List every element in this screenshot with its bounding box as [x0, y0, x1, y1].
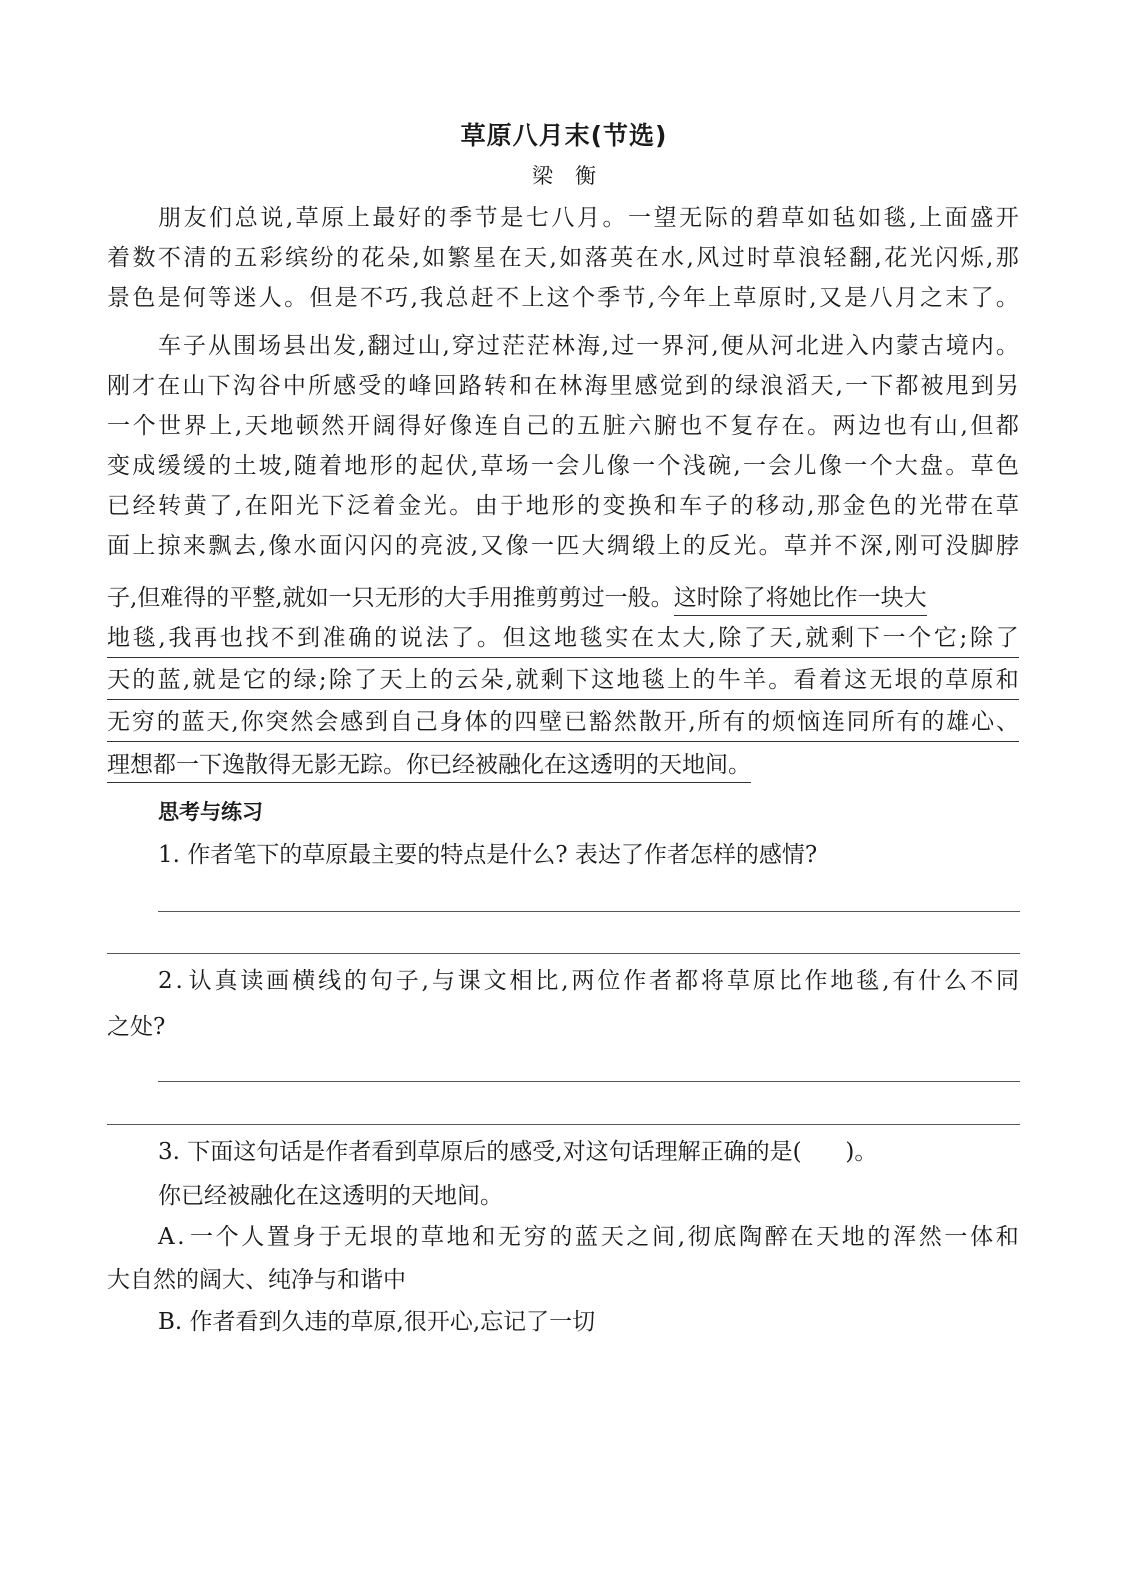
passage-plain-segment: 子,但难得的平整,就如一只无形的大手用推剪剪过一般。 — [107, 585, 674, 611]
option-a-line-1[interactable]: A . 一 个 人 置 身 于 无 垠 的 草 地 和 无 穷 的 蓝 天 之 间 , 彻 底 陶 醉 在 天 地 的 浑 然 一 体 和 — [158, 1224, 1019, 1250]
underlined-sentence-last — [107, 750, 751, 780]
underlined-sentence-end: 理想都一下逸散得无影无踪。你已经被融化在这透明的天地间。 — [107, 752, 751, 783]
question-2-line-2: 之处? — [107, 1014, 166, 1040]
option-b[interactable]: B. 作者看到久违的草原,很开心,忘记了一切 — [158, 1309, 596, 1335]
question-3: 3. 下面这句话是作者看到草原后的感受,对这句话理解正确的是( )。 — [158, 1139, 878, 1165]
passage-title: 草原八月末(节选) — [460, 121, 668, 150]
passage-line: 朋 友 们 总 说 , 草 原 上 最 好 的 季 节 是 七 八 月 。 一 望 无 际 的 碧 草 如 毡 如 毯 , 上 面 盛 开 — [158, 205, 1019, 231]
passage-line: 已 经 转 黄 了 , 在 阳 光 下 泛 着 金 光 。 由 于 地 形 的 变 换 和 车 子 的 移 动 , 那 金 色 的 光 带 在 草 — [107, 493, 1019, 519]
answer-line[interactable] — [107, 953, 1020, 954]
passage-line: 车 子 从 围 场 县 出 发 , 翻 过 山 , 穿 过 茫 茫 林 海 , 过 一 界 河 , 便 从 河 北 进 入 内 蒙 古 境 内 。 — [158, 333, 1019, 359]
question-2-line-1: 2 . 认 真 读 画 横 线 的 句 子 , 与 课 文 相 比 , 两 位 作 者 都 将 草 原 比 作 地 毯 , 有 什 么 不 同 — [158, 968, 1019, 994]
passage-line: 面 上 掠 来 飘 去 , 像 水 面 闪 闪 的 亮 波 , 又 像 一 匹 大 绸 缎 上 的 反 光 。 草 并 不 深 , 刚 可 没 脚 脖 — [107, 533, 1019, 559]
underlined-sentence-line: 天 的 蓝 , 就 是 它 的 绿 ; 除 了 天 上 的 云 朵 , 就 剩 下 这 地 毯 上 的 牛 羊 。 看 着 这 无 垠 的 草 原 和 — [107, 665, 1019, 700]
underlined-sentence-start: 这时除了将她比作一块大 — [674, 585, 927, 616]
exercise-heading: 思考与练习 — [158, 800, 263, 824]
answer-line[interactable] — [158, 1081, 1020, 1082]
passage-line: 景 色 是 何 等 迷 人 。 但 是 不 巧 , 我 总 赶 不 上 这 个 季 节 , 今 年 上 草 原 时 , 又 是 八 月 之 末 了 。 — [107, 285, 1019, 311]
option-a-line-2[interactable]: 大自然的阔大、纯净与和谐中 — [107, 1267, 406, 1293]
passage-author: 梁衡 — [532, 164, 618, 188]
question-3-quote: 你已经被融化在这透明的天地间。 — [158, 1183, 503, 1209]
answer-line[interactable] — [158, 911, 1020, 912]
passage-line: 一 个 世 界 上 , 天 地 顿 然 开 阔 得 好 像 连 自 己 的 五 脏 六 腑 也 不 复 存 在 。 两 边 也 有 山 , 但 都 — [107, 413, 1019, 439]
answer-line[interactable] — [107, 1124, 1020, 1125]
passage-line-mixed — [107, 583, 927, 613]
passage-line: 变 成 缓 缓 的 土 坡 , 随 着 地 形 的 起 伏 , 草 场 一 会 儿 像 一 个 浅 碗 , 一 会 儿 像 一 个 大 盘 。 草 色 — [107, 453, 1019, 479]
passage-line: 着 数 不 清 的 五 彩 缤 纷 的 花 朵 , 如 繁 星 在 天 , 如 落 英 在 水 , 风 过 时 草 浪 轻 翻 , 花 光 闪 烁 , 那 — [107, 245, 1019, 271]
passage-line: 刚 才 在 山 下 沟 谷 中 所 感 受 的 峰 回 路 转 和 在 林 海 里 感 觉 到 的 绿 浪 滔 天 , 一 下 都 被 甩 到 另 — [107, 373, 1019, 399]
underlined-sentence-line: 地 毯 , 我 再 也 找 不 到 准 确 的 说 法 了 。 但 这 地 毯 实 在 太 大 , 除 了 天 , 就 剩 下 一 个 它 ; 除 了 — [107, 623, 1019, 658]
underlined-sentence-line: 无 穷 的 蓝 天 , 你 突 然 会 感 到 自 己 身 体 的 四 壁 已 豁 然 散 开 , 所 有 的 烦 恼 连 同 所 有 的 雄 心 、 — [107, 707, 1019, 742]
question-1: 1. 作者笔下的草原最主要的特点是什么? 表达了作者怎样的感情? — [158, 842, 818, 868]
